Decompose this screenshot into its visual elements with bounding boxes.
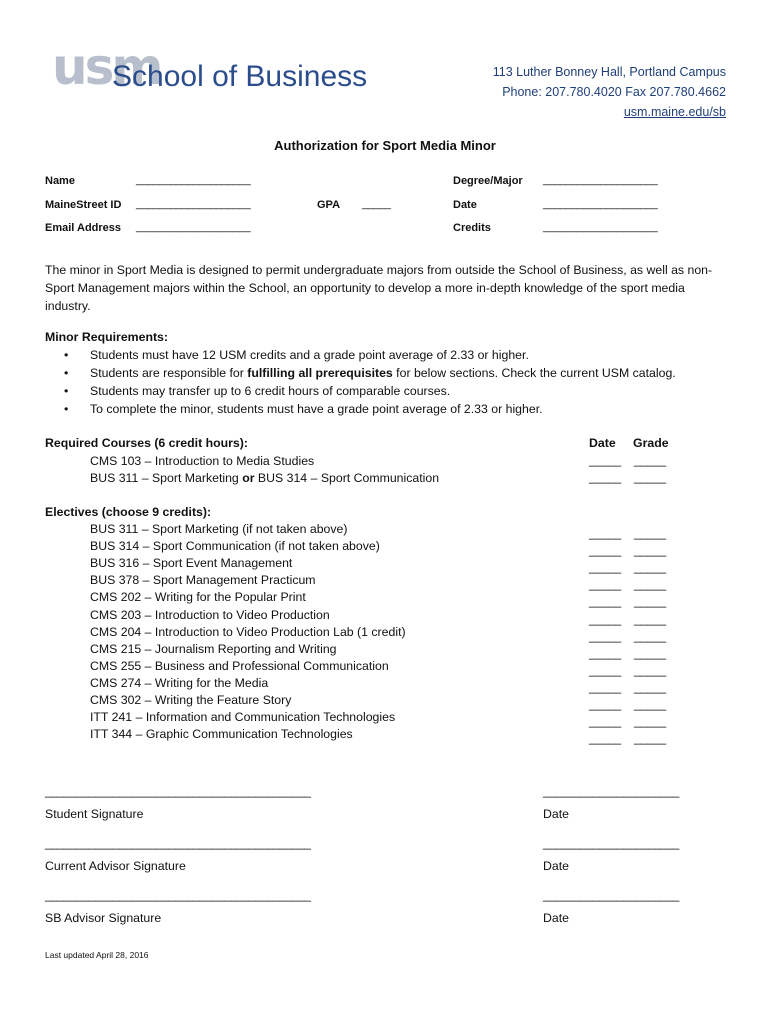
current-advisor-date-line[interactable]: ______________________ — [543, 836, 679, 850]
elective-course: CMS 302 – Writing the Feature Story — [90, 693, 292, 707]
date-blank[interactable]: _____ — [589, 697, 621, 711]
grade-blank[interactable]: _____ — [634, 714, 666, 728]
elective-course: CMS 203 – Introduction to Video Production — [90, 608, 330, 622]
elective-course: BUS 378 – Sport Management Practicum — [90, 573, 316, 587]
bullet-icon: • — [64, 366, 69, 380]
date-column-header: Date — [589, 436, 616, 450]
required-course: CMS 103 – Introduction to Media Studies — [90, 454, 315, 468]
gpa-field[interactable]: _____ — [362, 198, 391, 210]
date-blank[interactable]: _____ — [589, 560, 621, 574]
grade-blank[interactable]: _____ — [634, 526, 666, 540]
required-courses-heading: Required Courses (6 credit hours): — [45, 436, 248, 450]
elective-course: CMS 204 – Introduction to Video Production Lab (1 credit) — [90, 625, 406, 639]
school-of-business-logo-text: School of Business — [112, 60, 368, 93]
grade-blank[interactable]: _____ — [634, 470, 666, 484]
prerequisites-emphasis: fulfilling all prerequisites — [247, 366, 393, 380]
grade-blank[interactable]: _____ — [634, 594, 666, 608]
sb-advisor-date-label: Date — [543, 911, 569, 925]
last-updated-note: Last updated April 28, 2016 — [45, 950, 149, 960]
current-advisor-signature-line[interactable]: ___________________________________________ — [45, 836, 311, 850]
elective-course: CMS 202 – Writing for the Popular Print — [90, 590, 306, 604]
degree-major-field[interactable]: ____________________ — [543, 174, 658, 186]
date-label: Date — [453, 199, 477, 211]
student-date-label: Date — [543, 807, 569, 821]
sb-advisor-signature-line[interactable]: ___________________________________________ — [45, 888, 311, 902]
mainestreet-id-field[interactable]: ____________________ — [136, 198, 251, 210]
elective-course: BUS 314 – Sport Communication (if not taken above) — [90, 539, 380, 553]
date-blank[interactable]: _____ — [589, 714, 621, 728]
elective-course: CMS 274 – Writing for the Media — [90, 676, 269, 690]
bullet-icon: • — [64, 348, 69, 362]
date-blank[interactable]: _____ — [589, 453, 621, 467]
requirement-item: To complete the minor, students must have a grade point average of 2.33 or higher. — [90, 402, 543, 416]
grade-blank[interactable]: _____ — [634, 560, 666, 574]
elective-course: BUS 316 – Sport Event Management — [90, 556, 293, 570]
student-date-line[interactable]: ______________________ — [543, 784, 679, 798]
mainestreet-id-label: MaineStreet ID — [45, 199, 122, 211]
grade-blank[interactable]: _____ — [634, 663, 666, 677]
elective-course: BUS 311 – Sport Marketing (if not taken above) — [90, 522, 348, 536]
grade-blank[interactable]: _____ — [634, 543, 666, 557]
usm-logo-mark: usm — [52, 38, 161, 96]
grade-column-header: Grade — [633, 436, 669, 450]
elective-course: CMS 255 – Business and Professional Communication — [90, 659, 389, 673]
grade-blank[interactable]: _____ — [634, 731, 666, 745]
grade-blank[interactable]: _____ — [634, 680, 666, 694]
sb-advisor-date-line[interactable]: ______________________ — [543, 888, 679, 902]
date-blank[interactable]: _____ — [589, 680, 621, 694]
degree-major-label: Degree/Major — [453, 175, 523, 187]
grade-blank[interactable]: _____ — [634, 697, 666, 711]
credits-field[interactable]: ____________________ — [543, 221, 658, 233]
website-link[interactable]: usm.maine.edu/sb — [623, 105, 726, 119]
date-blank[interactable]: _____ — [589, 594, 621, 608]
grade-blank[interactable]: _____ — [634, 646, 666, 660]
bullet-icon: • — [64, 402, 69, 416]
requirement-item: Students are responsible for fulfilling all prerequisites for below sections. Check the current USM catalog. — [90, 366, 676, 380]
grade-blank[interactable]: _____ — [634, 577, 666, 591]
date-blank[interactable]: _____ — [589, 731, 621, 745]
email-field[interactable]: ____________________ — [136, 221, 251, 233]
current-advisor-date-label: Date — [543, 859, 569, 873]
name-label: Name — [45, 175, 75, 187]
student-signature-label: Student Signature — [45, 807, 144, 821]
date-blank[interactable]: _____ — [589, 577, 621, 591]
elective-course: ITT 241 – Information and Communication Technologies — [90, 710, 396, 724]
phone-fax: Phone: 207.780.4020 Fax 207.780.4662 — [502, 85, 726, 99]
bullet-icon: • — [64, 384, 69, 398]
requirement-item: Students may transfer up to 6 credit hours of comparable courses. — [90, 384, 451, 398]
grade-blank[interactable]: _____ — [634, 453, 666, 467]
form-title: Authorization for Sport Media Minor — [274, 138, 496, 153]
date-blank[interactable]: _____ — [589, 543, 621, 557]
sb-advisor-signature-label: SB Advisor Signature — [45, 911, 162, 925]
student-signature-line[interactable]: ___________________________________________ — [45, 784, 311, 798]
requirement-item: Students must have 12 USM credits and a grade point average of 2.33 or higher. — [90, 348, 529, 362]
date-blank[interactable]: _____ — [589, 526, 621, 540]
email-label: Email Address — [45, 222, 122, 234]
date-blank[interactable]: _____ — [589, 663, 621, 677]
current-advisor-signature-label: Current Advisor Signature — [45, 859, 186, 873]
intro-paragraph: The minor in Sport Media is designed to permit undergraduate majors from outside the School of Business, as well as non-Sport Management majors within the School, an opportunity to develop a more in-depth knowledge of the sport media industry. — [45, 263, 713, 313]
minor-requirements-heading: Minor Requirements: — [45, 330, 168, 344]
elective-course: CMS 215 – Journalism Reporting and Writing — [90, 642, 337, 656]
date-blank[interactable]: _____ — [589, 612, 621, 626]
elective-course: ITT 344 – Graphic Communication Technologies — [90, 727, 353, 741]
campus-address: 113 Luther Bonney Hall, Portland Campus — [492, 65, 726, 79]
name-field[interactable]: ____________________ — [136, 174, 251, 186]
required-course: BUS 311 – Sport Marketing or BUS 314 – Sport Communication — [90, 471, 440, 485]
electives-heading: Electives (choose 9 credits): — [45, 505, 212, 519]
gpa-label: GPA — [317, 199, 341, 211]
grade-blank[interactable]: _____ — [634, 612, 666, 626]
credits-label: Credits — [453, 222, 491, 234]
date-field[interactable]: ____________________ — [543, 198, 658, 210]
date-blank[interactable]: _____ — [589, 629, 621, 643]
grade-blank[interactable]: _____ — [634, 629, 666, 643]
date-blank[interactable]: _____ — [589, 470, 621, 484]
date-blank[interactable]: _____ — [589, 646, 621, 660]
